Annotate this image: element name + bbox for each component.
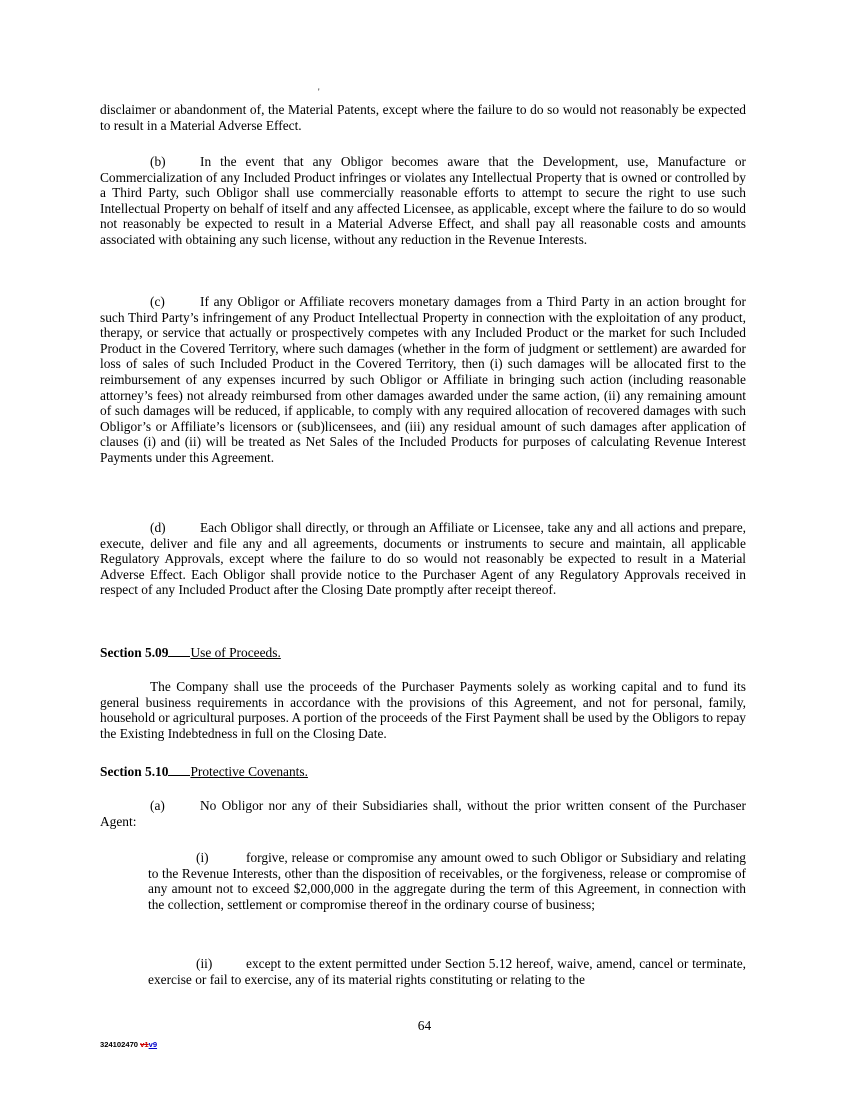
paragraph-text: except to the extent permitted under Section 5.12 hereof, waive, amend, cancel or terminate, exercise or fail to exercise, any of its material rights constituting or relating to the xyxy=(148,956,746,987)
paragraph-text: The Company shall use the proceeds of the Purchaser Payments solely as working capital and to fund its general business requirements in accordance with the provisions of this Agreement, and not for personal, family, household or agricultural purposes. A portion of the proceeds of the First Payment shall be used by the Obligors to repay the Existing Indebtedness in full on the Closing Date. xyxy=(100,679,746,741)
paragraph-text: No Obligor nor any of their Subsidiaries shall, without the prior written consent of the Purchaser Agent: xyxy=(100,798,746,829)
clause-label: (a) xyxy=(150,798,165,813)
section-title: Protective Covenants. xyxy=(190,764,308,779)
paragraph-text: If any Obligor or Affiliate recovers monetary damages from a Third Party in an action brought for such Third Party’s infringement of any Product Intellectual Property in connection with the exploitation of any product, therapy, or service that actually or prospectively competes with any Included Product or the market for such Included Product in the Covered Territory, where such damages (whether in the form of judgment or settlement) are awarded for loss of sales of such Included Product in the Covered Territory, then (i) such damages will be allocated first to the reimbursement of any expenses incurred by such Obligor or Affiliate in bringing such action (including reasonable attorney’s fees) not already reimbursed from other damages awarded under the same action, (ii) any remaining amount of such damages will be reduced, if applicable, to comply with any required allocation of recovered damages with such Obligor’s or Affiliate’s licensors or (sub)licensees, and (iii) any residual amount of such damages after application of clauses (i) and (ii) will be treated as Net Sales of the Included Products for purposes of calculating Revenue Interest Payments under this Agreement. xyxy=(100,294,746,465)
paragraph-continuation xyxy=(100,102,746,133)
paragraph-i xyxy=(148,850,746,912)
clause-label: (d) xyxy=(150,520,166,535)
section-heading-5-09 xyxy=(100,645,746,661)
heading-underline-spacer xyxy=(168,764,190,776)
section-title: Use of Proceeds. xyxy=(190,645,281,660)
version-inserted: v9 xyxy=(148,1040,158,1049)
heading-underline-spacer xyxy=(168,645,190,657)
document-number: 324102470 xyxy=(100,1040,139,1049)
clause-label: (b) xyxy=(150,154,166,169)
paragraph-c xyxy=(100,294,746,466)
paragraph-a xyxy=(100,798,746,829)
section-number: Section 5.09 xyxy=(100,645,169,660)
section-heading-5-10 xyxy=(100,764,746,780)
paragraph-text: In the event that any Obligor becomes aware that the Development, use, Manufacture or Commercialization of any Included Product infringes or violates any Intellectual Property that is owned or controlled by a Third Party, such Obligor shall use commercially reasonable efforts to attempt to secure the right to use such Intellectual Property on behalf of itself and any affected Licensee, as applicable, except where the failure to do so would not reasonably be expected to result in a Material Adverse Effect, and shall pay all reasonable costs and amounts associated with obtaining any such license, without any reduction in the Revenue Interests. xyxy=(100,154,746,247)
clause-label: (i) xyxy=(196,850,209,865)
section-number: Section 5.10 xyxy=(100,764,169,779)
paragraph-ii xyxy=(148,956,746,987)
paragraph-text: Each Obligor shall directly, or through an Affiliate or Licensee, take any and all actions and prepare, execute, deliver and file any and all agreements, documents or instruments to secure and maintain, all applicable Regulatory Approvals, except where the failure to do so would not reasonably be expected to result in a Material Adverse Effect. Each Obligor shall provide notice to the Purchaser Agent of any Regulatory Approvals received in respect of any Included Product after the Closing Date promptly after receipt thereof. xyxy=(100,520,746,598)
paragraph-b xyxy=(100,154,746,248)
version-deleted: v1 xyxy=(140,1040,149,1049)
document-id xyxy=(100,1040,157,1049)
stray-mark: ' xyxy=(318,87,320,97)
page-number: 64 xyxy=(417,1018,432,1033)
clause-label: (c) xyxy=(150,294,165,309)
paragraph-text: disclaimer or abandonment of, the Material Patents, except where the failure to do so would not reasonably be expected to result in a Material Adverse Effect. xyxy=(100,102,746,133)
paragraph-use-of-proceeds xyxy=(100,679,746,741)
clause-label: (ii) xyxy=(196,956,213,971)
paragraph-text: forgive, release or compromise any amount owed to such Obligor or Subsidiary and relating to the Revenue Interests, other than the disposition of receivables, or the forgiveness, release or compromise of any amount not to exceed $2,000,000 in the aggregate during the term of this Agreement, in connection with the collection, settlement or compromise thereof in the ordinary course of business; xyxy=(148,850,746,912)
paragraph-d xyxy=(100,520,746,598)
